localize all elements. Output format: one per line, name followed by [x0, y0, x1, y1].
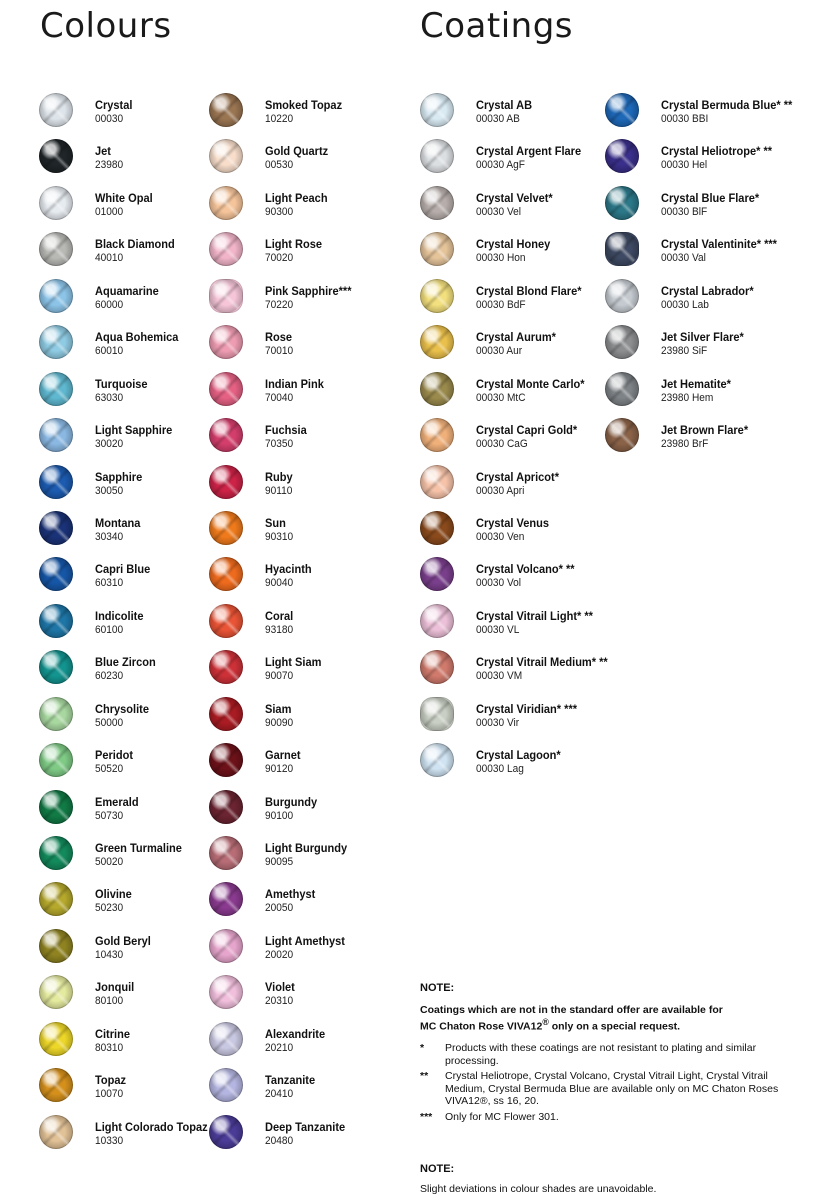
crystal-swatch-icon — [39, 790, 73, 824]
crystal-swatch-icon — [209, 929, 243, 963]
swatch-code: 23980 BrF — [661, 438, 709, 451]
swatch-code: 50000 — [95, 716, 124, 729]
swatch-label — [661, 423, 756, 451]
crystal-swatch-icon — [605, 418, 639, 452]
swatch-name: Crystal — [95, 98, 133, 112]
swatch-code: 00030 Hel — [661, 159, 708, 172]
swatch-label — [95, 609, 148, 637]
swatch-code: 50520 — [95, 763, 124, 776]
swatch-name: Burgundy — [265, 794, 318, 809]
swatch-label — [265, 795, 322, 823]
swatch-label — [265, 887, 320, 915]
swatch-label — [95, 423, 179, 451]
swatch-code: 20310 — [265, 995, 294, 1008]
footnote-mark: * — [420, 1042, 425, 1054]
swatch-code: 00030 Val — [661, 252, 706, 265]
deviation-note — [420, 1162, 656, 1196]
swatch-name: Chrysolite — [95, 701, 149, 716]
swatch-label — [95, 795, 142, 823]
note-intro-line2-pre: MC Chaton Rose VIVA12 — [420, 1020, 543, 1033]
deviation-text: Slight deviations in colour shades are unavoidable. — [420, 1183, 657, 1195]
swatch-label — [95, 330, 186, 358]
swatch-code: 23980 — [95, 159, 124, 172]
swatch-label — [95, 98, 136, 126]
swatch-label — [95, 284, 164, 312]
swatch-code: 40010 — [95, 252, 124, 265]
crystal-swatch-icon — [420, 557, 454, 591]
swatch-code: 10430 — [95, 948, 124, 961]
crystal-swatch-icon — [39, 232, 73, 266]
swatch-label — [265, 1027, 330, 1055]
swatch-name: Black Diamond — [95, 237, 175, 252]
swatch-label — [265, 284, 359, 312]
swatch-label — [95, 1027, 133, 1055]
swatch-name: Aqua Bohemica — [95, 330, 179, 345]
swatch-code: 00030 AB — [476, 113, 520, 125]
swatch-name: Light Siam — [265, 655, 322, 670]
crystal-swatch-icon — [605, 232, 639, 266]
swatch-code: 60010 — [95, 345, 124, 358]
swatch-label — [661, 191, 768, 219]
swatch-name: Crystal Apricot* — [476, 469, 560, 484]
swatch-label — [95, 655, 161, 683]
swatch-name: Crystal Labrador* — [661, 283, 754, 298]
swatch-code: 90110 — [265, 484, 293, 497]
swatch-name: Citrine — [95, 1026, 130, 1041]
swatch-label — [476, 516, 555, 544]
swatch-name: Crystal Viridian* *** — [476, 701, 578, 716]
swatch-code: 00030 AgF — [476, 159, 525, 172]
swatch-code: 00030 BdF — [476, 298, 526, 311]
crystal-swatch-icon — [209, 93, 243, 127]
swatch-name: Crystal Valentinite* *** — [661, 237, 777, 252]
swatch-label — [265, 191, 333, 219]
swatch-label — [265, 702, 296, 730]
swatch-code: 00030 Vir — [476, 716, 520, 729]
swatch-code: 70220 — [265, 298, 294, 311]
swatch-name: Sapphire — [95, 469, 143, 484]
swatch-name: Crystal Venus — [476, 515, 550, 530]
swatch-code: 01000 — [95, 205, 124, 218]
swatch-name: Garnet — [265, 748, 301, 763]
swatch-label — [95, 980, 138, 1008]
swatch-code: 50730 — [95, 809, 124, 822]
swatch-code: 20050 — [265, 902, 294, 915]
crystal-swatch-icon — [209, 1115, 243, 1149]
swatch-code: 50020 — [95, 856, 124, 868]
swatch-name: Capri Blue — [95, 562, 151, 577]
swatch-name: Crystal Vitrail Light* ** — [476, 608, 593, 623]
swatch-name: Crystal Volcano* ** — [476, 562, 575, 577]
swatch-code: 70040 — [265, 391, 294, 404]
crystal-swatch-icon — [39, 465, 73, 499]
swatch-name: Gold Beryl — [95, 933, 151, 948]
swatch-label — [476, 470, 566, 498]
swatch-name: Jonquil — [95, 980, 135, 995]
swatch-code: 80100 — [95, 995, 124, 1008]
swatch-name: Crystal Heliotrope* ** — [661, 144, 773, 159]
swatch-name: Coral — [265, 608, 294, 623]
swatch-code: 00030 MtC — [476, 391, 526, 404]
swatch-name: Light Colorado Topaz — [95, 1119, 208, 1134]
swatch-code: 30020 — [95, 438, 124, 451]
swatch-name: Crystal Honey — [476, 237, 551, 252]
swatch-name: Sun — [265, 515, 286, 530]
swatch-label — [95, 702, 154, 730]
swatch-name: Light Sapphire — [95, 423, 173, 438]
swatch-name: Indian Pink — [265, 376, 324, 391]
swatch-label — [265, 748, 304, 776]
swatch-name: Jet Brown Flare* — [661, 423, 749, 438]
crystal-swatch-icon — [39, 975, 73, 1009]
crystal-swatch-icon — [39, 650, 73, 684]
swatch-name: Aquamarine — [95, 283, 159, 298]
swatch-name: Tanzanite — [265, 1073, 316, 1088]
swatch-name: Crystal Vitrail Medium* ** — [476, 655, 608, 670]
swatch-name: Turquoise — [95, 376, 148, 391]
crystal-swatch-icon — [209, 836, 243, 870]
crystal-swatch-icon — [209, 325, 243, 359]
swatch-code: 90095 — [265, 856, 294, 868]
crystal-swatch-icon — [420, 418, 454, 452]
swatch-code: 00030 Aur — [476, 345, 523, 358]
swatch-label — [265, 98, 349, 126]
coatings-note — [420, 982, 805, 1126]
crystal-swatch-icon — [420, 604, 454, 638]
note-intro-line1: Coatings which are not in the standard offer are available for — [420, 1003, 723, 1016]
crystal-swatch-icon — [39, 93, 73, 127]
crystal-swatch-icon — [39, 372, 73, 406]
swatch-name: Light Burgundy — [265, 841, 348, 855]
crystal-swatch-icon — [209, 650, 243, 684]
swatch-name: Ruby — [265, 469, 293, 484]
crystal-swatch-icon — [605, 279, 639, 313]
crystal-swatch-icon — [209, 697, 243, 731]
swatch-name: Green Turmaline — [95, 841, 182, 855]
footnote-text: Only for MC Flower 301. — [445, 1110, 559, 1123]
crystal-swatch-icon — [209, 279, 243, 313]
swatch-code: 90040 — [265, 577, 294, 590]
crystal-swatch-icon — [420, 139, 454, 173]
swatch-label — [476, 330, 563, 358]
swatch-name: Olivine — [95, 887, 132, 902]
swatch-label — [265, 562, 316, 590]
crystal-swatch-icon — [209, 882, 243, 916]
crystal-swatch-icon — [39, 186, 73, 220]
swatch-code: 00030 BlF — [661, 205, 708, 218]
swatch-code: 10330 — [95, 1134, 124, 1147]
swatch-label — [476, 748, 568, 776]
crystal-swatch-icon — [39, 557, 73, 591]
swatch-name: White Opal — [95, 190, 153, 205]
swatch-code: 70020 — [265, 252, 294, 265]
swatch-code: 23980 SiF — [661, 345, 708, 358]
swatch-label — [95, 144, 126, 172]
swatch-name: Crystal Velvet* — [476, 190, 553, 205]
swatch-name: Jet — [95, 144, 111, 159]
swatch-name: Crystal Capri Gold* — [476, 423, 578, 438]
swatch-name: Light Rose — [265, 237, 323, 252]
footnote-single-asterisk — [420, 1042, 805, 1067]
swatch-label — [265, 934, 352, 962]
crystal-swatch-icon — [39, 418, 73, 452]
crystal-swatch-icon — [209, 604, 243, 638]
swatch-name: Smoked Topaz — [265, 98, 343, 112]
swatch-name: Blue Zircon — [95, 655, 156, 670]
swatch-name: Light Peach — [265, 190, 328, 205]
swatch-label — [95, 748, 136, 776]
swatch-label — [661, 98, 804, 126]
swatch-label — [95, 516, 144, 544]
note-intro — [420, 1004, 805, 1034]
swatch-code: 00030 BBI — [661, 113, 709, 125]
swatch-name: Amethyst — [265, 887, 316, 902]
swatch-name: Crystal Lagoon* — [476, 748, 561, 763]
crystal-swatch-icon — [420, 93, 454, 127]
swatch-name: Indicolite — [95, 608, 144, 623]
swatch-code: 90090 — [265, 716, 294, 729]
crystal-swatch-icon — [39, 929, 73, 963]
swatch-name: Emerald — [95, 794, 139, 809]
swatch-code: 00530 — [265, 159, 294, 172]
footnote-mark: ** — [420, 1070, 429, 1082]
swatch-label — [265, 423, 310, 451]
crystal-swatch-icon — [209, 418, 243, 452]
crystal-swatch-icon — [209, 372, 243, 406]
swatch-label — [476, 562, 583, 590]
swatch-label — [265, 980, 297, 1008]
swatch-name: Crystal Blue Flare* — [661, 190, 760, 205]
crystal-swatch-icon — [39, 1022, 73, 1056]
swatch-name: Jet Silver Flare* — [661, 330, 744, 345]
swatch-label — [265, 516, 296, 544]
swatch-code: 60000 — [95, 298, 124, 311]
swatch-label — [476, 423, 586, 451]
registered-mark: ® — [542, 1017, 549, 1027]
crystal-swatch-icon — [39, 697, 73, 731]
footnote-text: Crystal Heliotrope, Crystal Volcano, Crystal Vitrail Light, Crystal Vitrail Medium, Crystal Bermuda Blue are available only on MC Chaton Roses VIVA12®, ss 16, 20. — [445, 1070, 779, 1107]
swatch-label — [476, 144, 590, 172]
crystal-swatch-icon — [420, 697, 454, 731]
swatch-label — [95, 934, 156, 962]
crystal-swatch-icon — [420, 743, 454, 777]
swatch-code: 60230 — [95, 670, 124, 683]
crystal-swatch-icon — [209, 790, 243, 824]
crystal-swatch-icon — [209, 511, 243, 545]
swatch-name: Topaz — [95, 1073, 127, 1088]
swatch-code: 70350 — [265, 438, 294, 451]
swatch-code: 60310 — [95, 577, 124, 590]
crystal-swatch-icon — [209, 1022, 243, 1056]
swatch-name: Pink Sapphire*** — [265, 283, 352, 298]
swatch-label — [95, 470, 146, 498]
swatch-label — [265, 377, 329, 405]
swatch-label — [265, 655, 326, 683]
swatch-label — [265, 470, 295, 498]
swatch-label — [661, 284, 762, 312]
crystal-swatch-icon — [39, 139, 73, 173]
swatch-code: 00030 Apri — [476, 484, 525, 497]
swatch-code: 93180 — [265, 623, 294, 636]
swatch-label — [95, 1073, 129, 1101]
crystal-swatch-icon — [209, 975, 243, 1009]
swatch-label — [661, 330, 751, 358]
swatch-label — [95, 841, 189, 869]
swatch-label — [265, 144, 334, 172]
swatch-name: Jet Hematite* — [661, 376, 731, 391]
swatch-name: Crystal Monte Carlo* — [476, 376, 585, 391]
swatch-code: 00030 Vol — [476, 577, 522, 590]
note-heading: NOTE: — [420, 1163, 455, 1175]
swatch-code: 70010 — [265, 345, 294, 358]
swatch-label — [95, 887, 135, 915]
swatch-label — [476, 98, 537, 126]
note-intro-line2-post: only on a special request. — [548, 1020, 681, 1033]
swatch-label — [476, 609, 603, 637]
swatch-name: Montana — [95, 515, 141, 530]
crystal-swatch-icon — [420, 279, 454, 313]
swatch-label — [95, 377, 152, 405]
swatch-code: 90120 — [265, 763, 294, 776]
swatch-code: 20410 — [265, 1088, 294, 1101]
swatch-name: Peridot — [95, 748, 134, 763]
crystal-swatch-icon — [605, 93, 639, 127]
footnote-mark: *** — [420, 1110, 433, 1123]
crystal-swatch-icon — [39, 743, 73, 777]
swatch-code: 80310 — [95, 1041, 124, 1054]
crystal-swatch-icon — [605, 186, 639, 220]
crystal-swatch-icon — [209, 232, 243, 266]
swatch-name: Siam — [265, 701, 292, 716]
swatch-label — [476, 702, 586, 730]
swatch-code: 00030 Lag — [476, 763, 524, 776]
crystal-swatch-icon — [39, 1068, 73, 1102]
crystal-swatch-icon — [39, 511, 73, 545]
swatch-name: Rose — [265, 330, 292, 345]
swatch-name: Crystal Bermuda Blue* ** — [661, 98, 793, 112]
swatch-name: Violet — [265, 980, 295, 995]
swatch-code: 00030 Hon — [476, 252, 526, 265]
crystal-swatch-icon — [420, 186, 454, 220]
swatch-name: Crystal AB — [476, 98, 533, 112]
swatch-code: 20020 — [265, 948, 294, 961]
crystal-swatch-icon — [209, 139, 243, 173]
swatch-code: 30050 — [95, 484, 124, 497]
swatch-label — [265, 841, 354, 869]
crystal-swatch-icon — [420, 650, 454, 684]
crystal-swatch-icon — [420, 511, 454, 545]
crystal-swatch-icon — [605, 325, 639, 359]
swatch-label — [476, 377, 594, 405]
swatch-label — [265, 609, 296, 637]
swatch-name: Crystal Argent Flare — [476, 144, 582, 159]
swatch-label — [476, 655, 619, 683]
swatch-code: 10070 — [95, 1088, 124, 1101]
swatch-code: 90300 — [265, 205, 294, 218]
swatch-code: 20210 — [265, 1041, 294, 1054]
swatch-code: 10220 — [265, 113, 294, 125]
swatch-label — [661, 377, 737, 405]
swatch-label — [265, 1120, 352, 1148]
swatch-code: 63030 — [95, 391, 124, 404]
swatch-name: Deep Tanzanite — [265, 1119, 346, 1134]
crystal-swatch-icon — [39, 279, 73, 313]
swatch-name: Light Amethyst — [265, 933, 345, 948]
crystal-swatch-icon — [39, 1115, 73, 1149]
crystal-swatch-icon — [39, 836, 73, 870]
swatch-name: Crystal Blond Flare* — [476, 283, 582, 298]
swatch-label — [265, 330, 296, 358]
colours-heading: Colours — [40, 6, 172, 46]
swatch-code: 00030 Ven — [476, 530, 525, 543]
swatch-code: 00030 — [95, 113, 124, 125]
crystal-swatch-icon — [209, 465, 243, 499]
crystal-swatch-icon — [39, 882, 73, 916]
swatch-code: 00030 Vel — [476, 205, 522, 218]
swatch-name: Crystal Aurum* — [476, 330, 556, 345]
crystal-swatch-icon — [605, 139, 639, 173]
crystal-swatch-icon — [605, 372, 639, 406]
note-heading: NOTE: — [420, 982, 455, 994]
swatch-label — [661, 237, 787, 265]
swatch-label — [476, 284, 591, 312]
crystal-swatch-icon — [39, 325, 73, 359]
swatch-code: 90310 — [265, 530, 294, 543]
swatch-label — [95, 562, 155, 590]
swatch-name: Gold Quartz — [265, 144, 329, 159]
swatch-code: 23980 Hem — [661, 391, 714, 404]
swatch-label — [265, 1073, 319, 1101]
crystal-swatch-icon — [420, 232, 454, 266]
swatch-label — [95, 1120, 217, 1148]
footnote-double-asterisk — [420, 1070, 805, 1108]
swatch-code: 30340 — [95, 530, 124, 543]
crystal-swatch-icon — [420, 325, 454, 359]
crystal-swatch-icon — [39, 604, 73, 638]
footnote-triple-asterisk — [420, 1111, 805, 1124]
swatch-code: 60100 — [95, 623, 124, 636]
swatch-name: Hyacinth — [265, 562, 312, 577]
swatch-name: Fuchsia — [265, 423, 307, 438]
swatch-code: 50230 — [95, 902, 124, 915]
swatch-name: Alexandrite — [265, 1026, 326, 1041]
crystal-swatch-icon — [209, 186, 243, 220]
swatch-label — [476, 237, 557, 265]
swatch-code: 90070 — [265, 670, 294, 683]
swatch-label — [476, 191, 559, 219]
crystal-swatch-icon — [209, 743, 243, 777]
swatch-code: 00030 Lab — [661, 298, 709, 311]
swatch-label — [95, 191, 158, 219]
crystal-swatch-icon — [420, 372, 454, 406]
swatch-label — [95, 237, 182, 265]
swatch-code: 00030 VL — [476, 623, 520, 636]
coatings-heading: Coatings — [420, 6, 573, 46]
footnote-text: Products with these coatings are not resistant to plating and similar processing. — [445, 1042, 757, 1067]
swatch-code: 20480 — [265, 1134, 294, 1147]
swatch-code: 90100 — [265, 809, 294, 822]
crystal-swatch-icon — [209, 1068, 243, 1102]
swatch-code: 00030 VM — [476, 670, 523, 683]
swatch-label — [661, 144, 782, 172]
crystal-swatch-icon — [209, 557, 243, 591]
crystal-swatch-icon — [420, 465, 454, 499]
swatch-label — [265, 237, 327, 265]
swatch-code: 00030 CaG — [476, 438, 528, 451]
